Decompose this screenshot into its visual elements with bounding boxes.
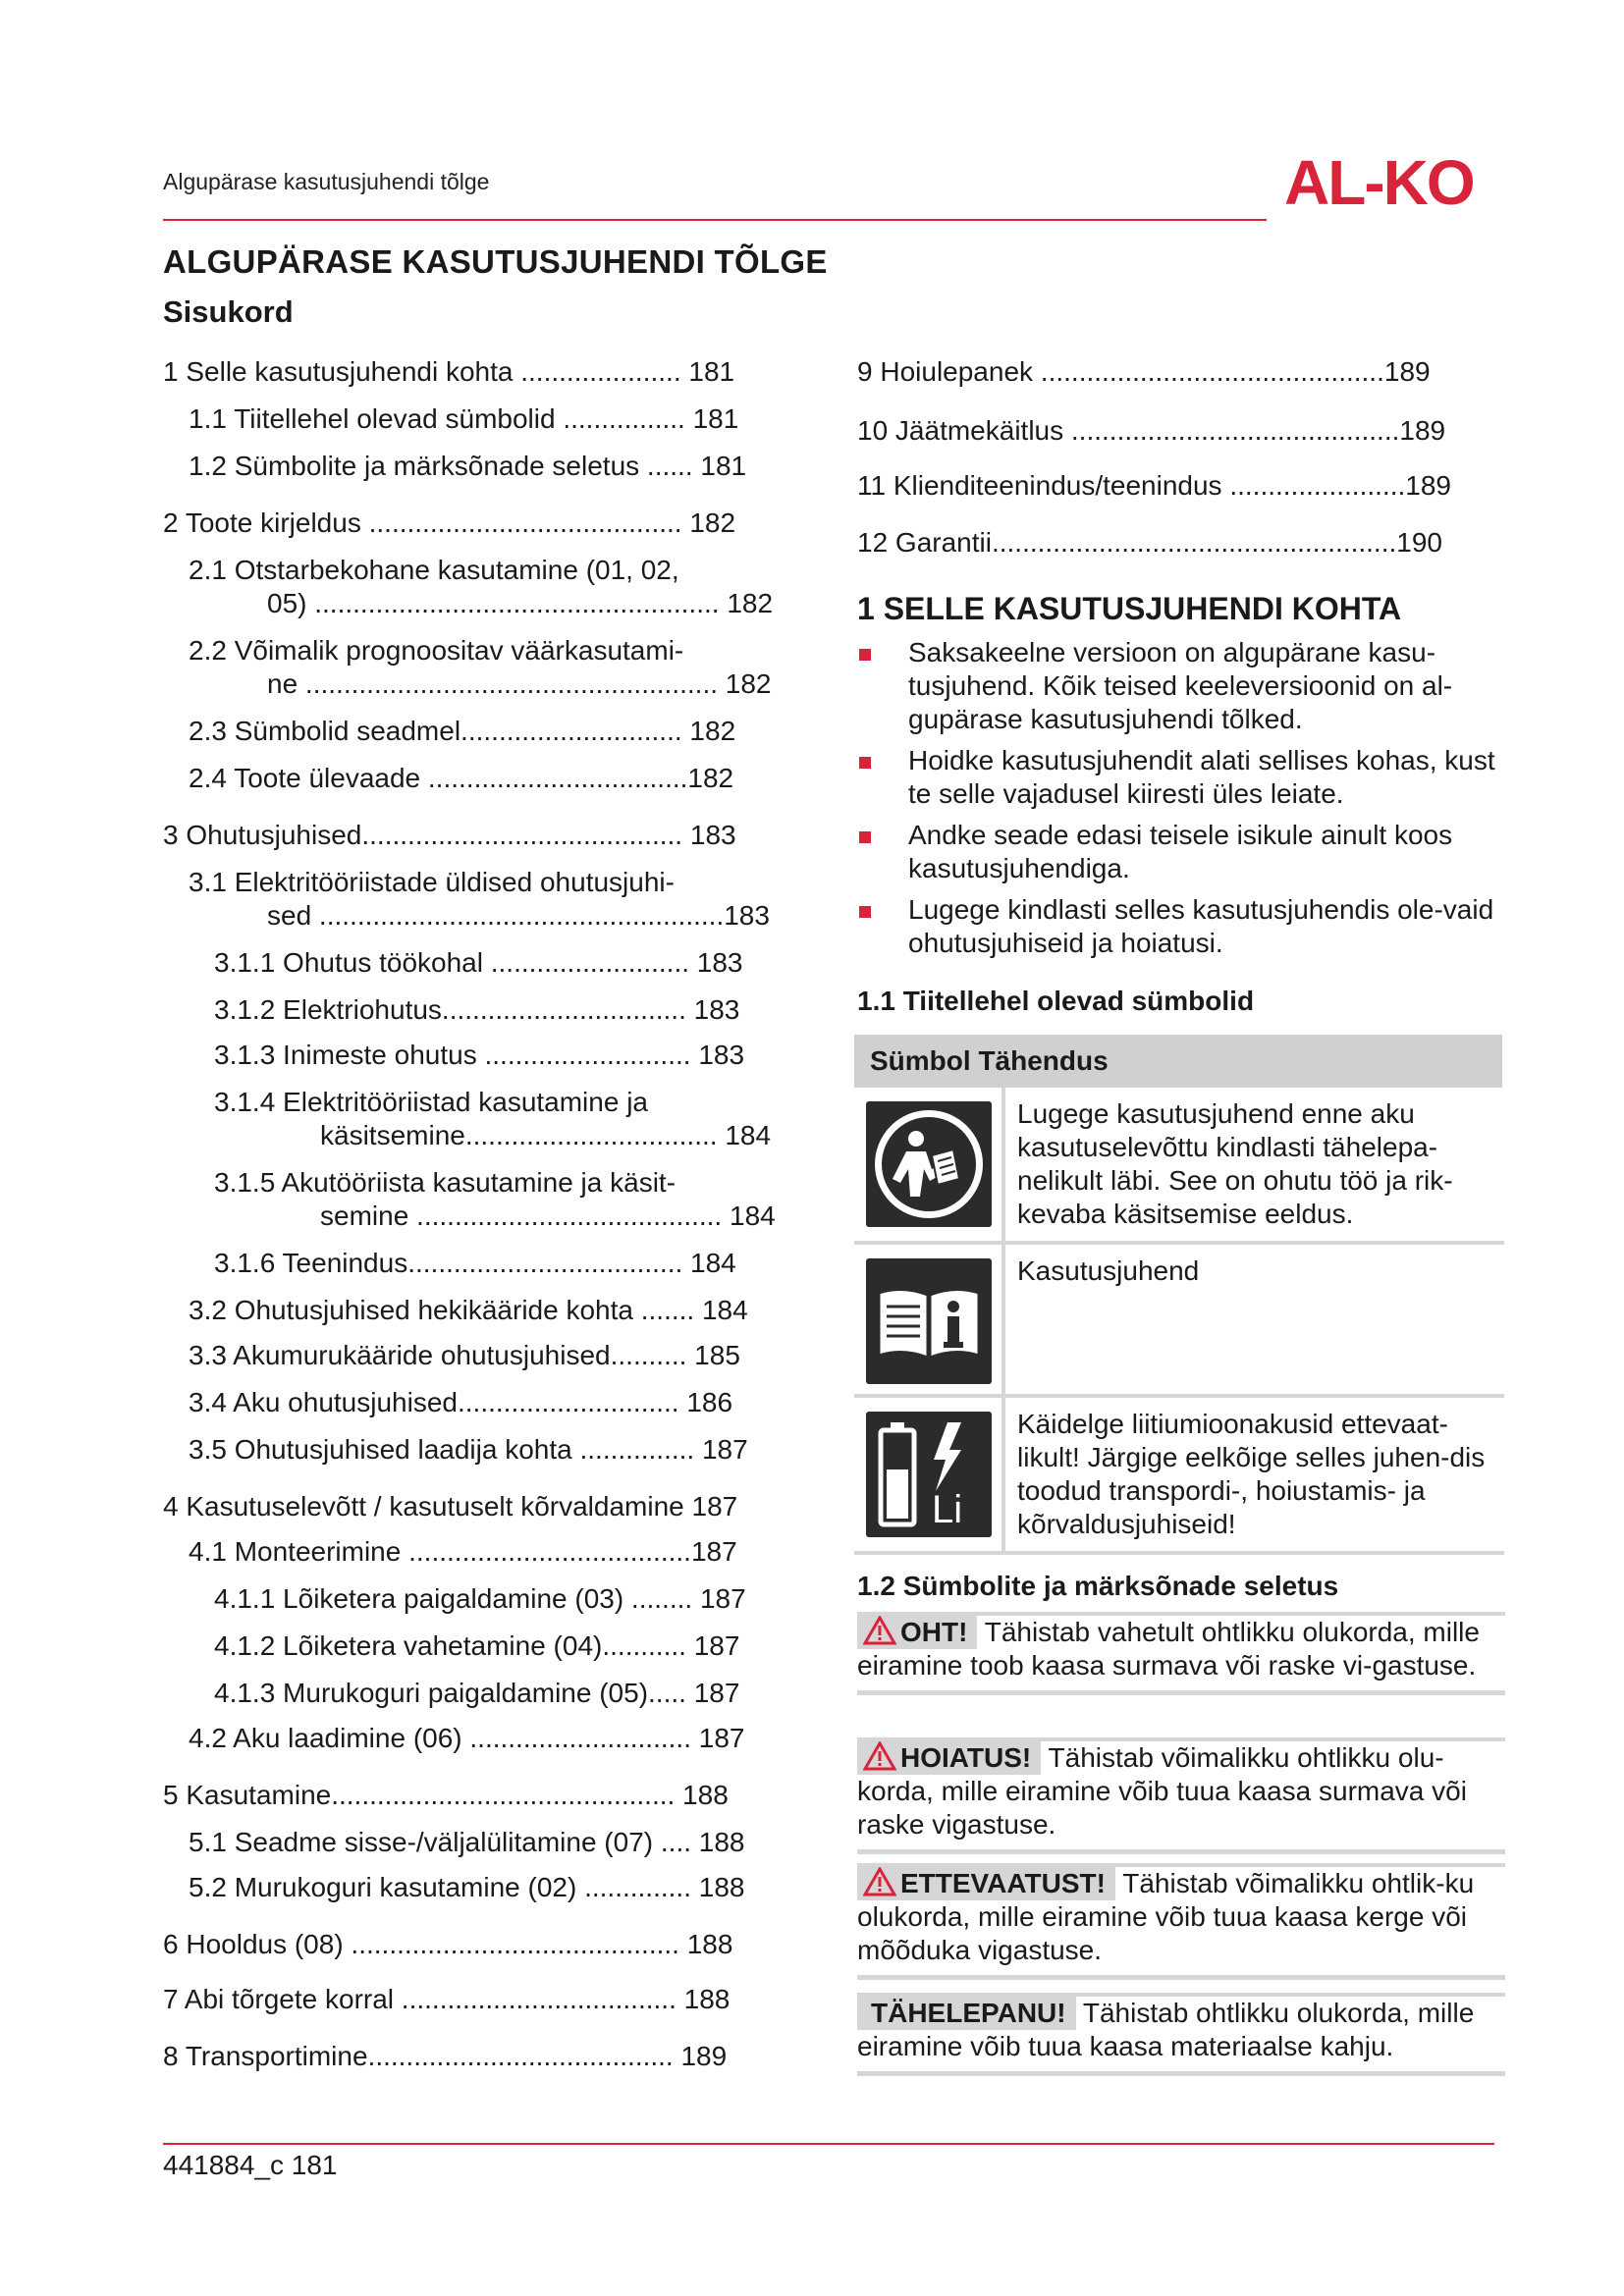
toc-entry[interactable]: 3.1.6 Teenindus.................................... 184 <box>214 1248 736 1278</box>
warning-label: HOIATUS! <box>900 1742 1032 1773</box>
toc-entry-continued[interactable]: sed .....................................................183 <box>267 900 770 931</box>
symbol-meaning: Lugege kasutusjuhend enne aku kasutuselevõttu kindlasti tähelepa-nelikult läbi. See on ohutu töö ja rik-kevaba käsitsemise eeldus. <box>1003 1088 1504 1243</box>
toc-entry[interactable]: 6 Hooldus (08) ........................................... 188 <box>163 1929 733 1959</box>
toc-heading: Sisukord <box>163 294 294 329</box>
warning-text: Tähistab vahetult ohtlikku olukorda, mille eiramine toob kaasa surmava või raske vi-gastuse. <box>857 1617 1480 1681</box>
toc-entry[interactable]: 5 Kasutamine............................................. 188 <box>163 1780 729 1810</box>
footer-rule <box>163 2143 1494 2145</box>
toc-entry[interactable]: 10 Jäätmekäitlus ...........................................189 <box>857 415 1446 446</box>
symbol-table-header: Sümbol Tähendus <box>854 1035 1504 1088</box>
toc-entry[interactable]: 11 Klienditeenindus/teenindus .......................189 <box>857 470 1451 501</box>
warning-triangle-icon <box>863 1741 896 1771</box>
toc-entry-continued[interactable]: ne ...................................................... 182 <box>267 668 772 699</box>
toc-entry[interactable]: 7 Abi tõrgete korral .................................... 188 <box>163 1984 731 2014</box>
symbol-table <box>854 1035 1506 1555</box>
toc-entry[interactable]: 3.1.1 Ohutus töökohal .......................... 183 <box>214 947 743 978</box>
toc-entry[interactable]: 3.1.4 Elektritööriistad kasutamine ja <box>214 1087 648 1117</box>
warning-notice <box>857 1993 1505 2076</box>
toc-entry-continued[interactable]: 05) ..................................................... 182 <box>267 588 774 618</box>
toc-entry[interactable]: 4.2 Aku laadimine (06) ............................. 187 <box>189 1723 745 1753</box>
section-1-2-title: 1.2 Sümbolite ja märksõnade seletus <box>857 1571 1339 1601</box>
svg-text:Li: Li <box>932 1488 963 1531</box>
bullet-item: Lugege kindlasti selles kasutusjuhendis ole-vaid ohutusjuhiseid ja hoiatusi. <box>857 893 1505 960</box>
toc-entry[interactable]: 3.1 Elektritööriistade üldised ohutusjuhi- <box>189 867 675 897</box>
alko-logo <box>1284 147 1494 216</box>
running-title: Algupärase kasutusjuhendi tõlge <box>163 169 490 194</box>
toc-entry[interactable]: 3.4 Aku ohutusjuhised............................. 186 <box>189 1387 733 1417</box>
toc-entry[interactable]: 3.5 Ohutusjuhised laadija kohta ............... 187 <box>189 1434 748 1465</box>
toc-entry[interactable]: 4 Kasutuselevõtt / kasutuselt kõrvaldamine 187 <box>163 1491 738 1522</box>
section-1-bullets <box>857 636 1505 968</box>
bullet-square-icon <box>859 757 871 769</box>
document-title: ALGUPÄRASE KASUTUSJUHENDI TÕLGE <box>163 243 828 280</box>
toc-entry[interactable]: 2.1 Otstarbekohane kasutamine (01, 02, <box>189 555 679 585</box>
warning-caution <box>857 1863 1505 1980</box>
toc-entry[interactable]: 1 Selle kasutusjuhendi kohta ..................... 181 <box>163 356 735 387</box>
bullet-square-icon <box>859 831 871 843</box>
bullet-square-icon <box>859 906 871 918</box>
table-row <box>854 1396 1504 1553</box>
toc-entry-continued[interactable]: käsitsemine................................. 184 <box>320 1120 772 1150</box>
toc-entry[interactable]: 2.2 Võimalik prognoositav väärkasutami- <box>189 635 684 666</box>
bullet-item: Andke seade edasi teisele isikule ainult koos kasutusjuhendiga. <box>857 819 1505 885</box>
warning-label: TÄHELEPANU! <box>871 1998 1066 2028</box>
toc-entry-continued[interactable]: semine ........................................ 184 <box>320 1201 776 1231</box>
warning-danger <box>857 1612 1505 1695</box>
warning-triangle-icon <box>863 1616 896 1645</box>
toc-entry[interactable]: 3.3 Akumurukääride ohutusjuhised.......... 185 <box>189 1340 740 1370</box>
warning-text: Tähistab võimalikku ohtlik-ku olukorda, mille eiramine võib tuua kaasa kerge või mõõduka vigastuse. <box>857 1868 1475 1965</box>
warning-triangle-icon <box>863 1867 896 1896</box>
toc-entry[interactable]: 5.1 Seadme sisse-/väljalülitamine (07) .... 188 <box>189 1827 745 1857</box>
toc-entry[interactable]: 5.2 Murukoguri kasutamine (02) .............. 188 <box>189 1872 745 1902</box>
warning-hoiatus <box>857 1737 1505 1854</box>
toc-entry[interactable]: 3 Ohutusjuhised.......................................... 183 <box>163 820 736 850</box>
manual-info-icon <box>866 1258 992 1384</box>
li-battery-icon <box>866 1412 992 1537</box>
toc-entry[interactable]: 3.1.5 Akutööriista kasutamine ja käsit- <box>214 1167 677 1198</box>
toc-entry[interactable]: 2.4 Toote ülevaade ..................................182 <box>189 763 734 793</box>
toc-entry[interactable]: 8 Transportimine........................................ 189 <box>163 2041 728 2071</box>
warning-label: OHT! <box>900 1617 968 1647</box>
toc-entry[interactable]: 12 Garantii.....................................................190 <box>857 527 1442 558</box>
toc-entry[interactable]: 3.1.3 Inimeste ohutus ........................... 183 <box>214 1040 745 1070</box>
header-rule <box>163 219 1267 221</box>
table-row <box>854 1243 1504 1396</box>
toc-entry[interactable]: 3.1.2 Elektriohutus................................ 183 <box>214 994 740 1025</box>
toc-entry[interactable]: 4.1.3 Murukoguri paigaldamine (05)..... 187 <box>214 1678 740 1708</box>
toc-entry[interactable]: 3.2 Ohutusjuhised hekikääride kohta ....... 184 <box>189 1295 748 1325</box>
symbol-meaning: Kasutusjuhend <box>1003 1243 1504 1396</box>
read-manual-icon <box>866 1101 992 1227</box>
toc-entry[interactable]: 2 Toote kirjeldus ......................................... 182 <box>163 507 736 538</box>
toc-entry[interactable]: 1.1 Tiitellehel olevad sümbolid ................ 181 <box>189 403 739 434</box>
bullet-item: Hoidke kasutusjuhendit alati sellises kohas, kust te selle vajadusel kiiresti üles leiate. <box>857 744 1505 811</box>
warning-text: Tähistab ohtlikku olukorda, mille eiramine võib tuua kaasa materiaalse kahju. <box>857 1998 1475 2061</box>
section-1-title: 1 SELLE KASUTUSJUHENDI KOHTA <box>857 591 1402 626</box>
toc-entry[interactable]: 2.3 Sümbolid seadmel............................. 182 <box>189 716 736 746</box>
footer-page-code: 441884_c 181 <box>163 2150 338 2180</box>
bullet-item: Saksakeelne versioon on algupärane kasu-tusjuhend. Kõik teised keeleversioonid on al-gupärase kasutusjuhendi tõlked. <box>857 636 1505 736</box>
svg-text:AL-KO: AL-KO <box>1284 147 1474 216</box>
toc-entry[interactable]: 4.1.1 Lõiketera paigaldamine (03) ........ 187 <box>214 1583 746 1614</box>
toc-entry[interactable]: 1.2 Sümbolite ja märksõnade seletus ...... 181 <box>189 451 747 481</box>
warning-label: ETTEVAATUST! <box>900 1868 1106 1898</box>
toc-entry[interactable]: 9 Hoiulepanek .............................................189 <box>857 356 1431 387</box>
toc-entry[interactable]: 4.1 Monteerimine .....................................187 <box>189 1536 737 1567</box>
toc-entry[interactable]: 4.1.2 Lõiketera vahetamine (04)........... 187 <box>214 1630 740 1661</box>
symbol-meaning: Käidelge liitiumioonakusid ettevaat-likult! Järgige eelkõige selles juhen-dis toodud transpordi-, hoiustamis- ja kõrvaldusjuhiseid! <box>1003 1396 1504 1553</box>
bullet-square-icon <box>859 649 871 661</box>
warning-text: Tähistab võimalikku ohtlikku olu-korda, mille eiramine võib tuua kaasa surmava või raske vigastuse. <box>857 1742 1467 1840</box>
section-1-1-title: 1.1 Tiitellehel olevad sümbolid <box>857 986 1255 1016</box>
table-row <box>854 1088 1504 1243</box>
